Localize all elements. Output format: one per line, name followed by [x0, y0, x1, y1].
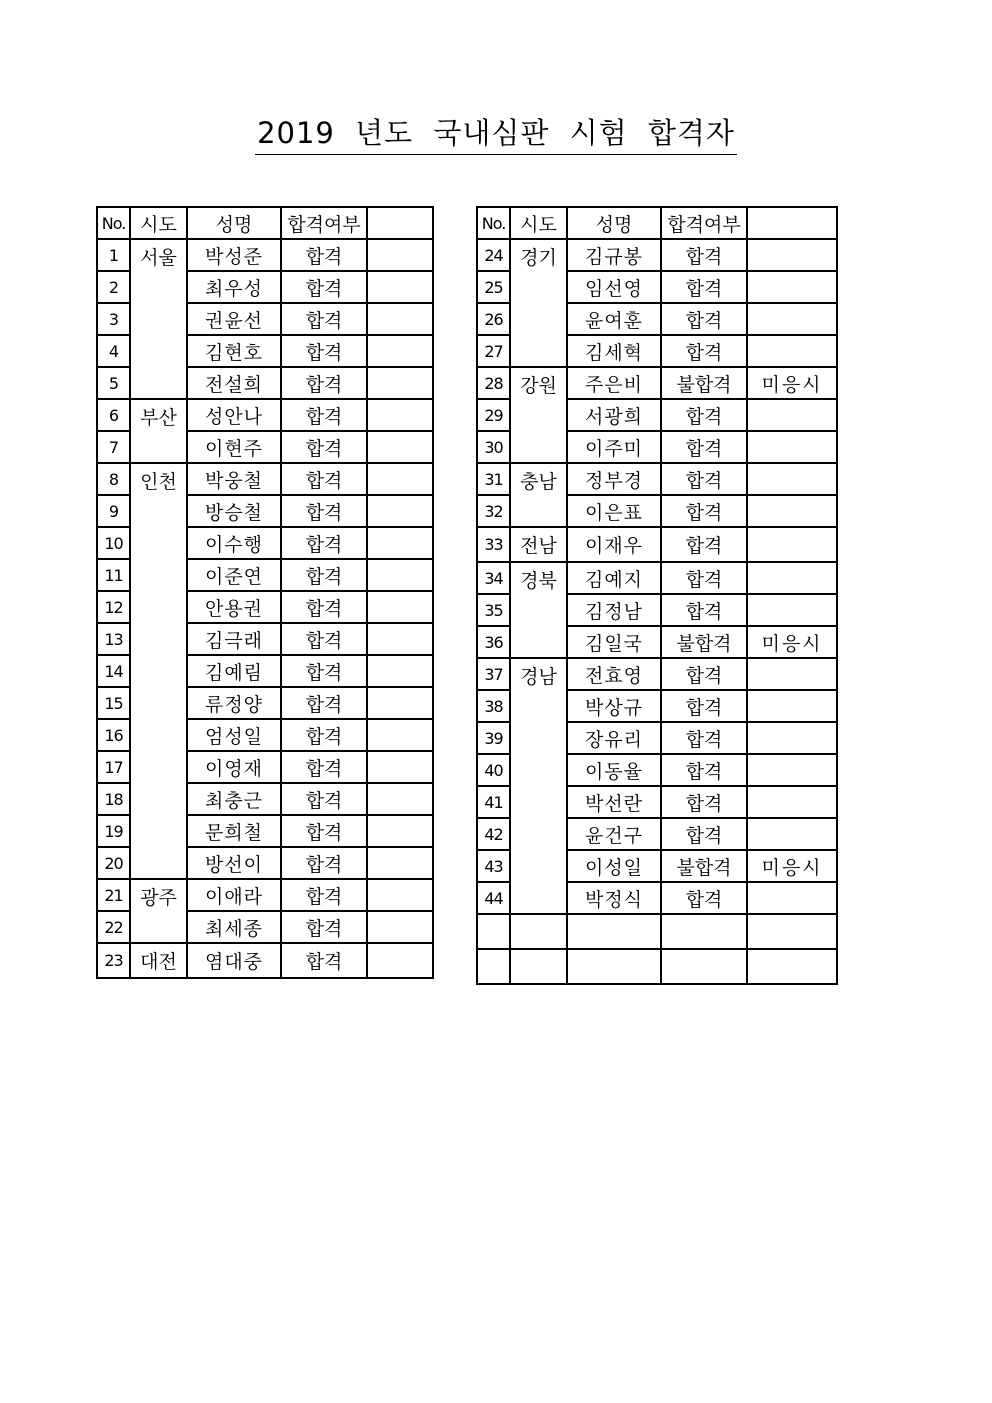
- row-note: [367, 623, 433, 655]
- row-result: 합격: [281, 719, 367, 751]
- row-result: 합격: [661, 690, 747, 722]
- row-name: [567, 949, 661, 984]
- row-result: 합격: [661, 754, 747, 786]
- row-no: 2: [97, 271, 130, 303]
- row-no: 19: [97, 815, 130, 847]
- row-result: 합격: [281, 943, 367, 978]
- row-no: [477, 949, 510, 984]
- row-result: [661, 949, 747, 984]
- row-region: 대전: [130, 943, 187, 978]
- row-name: 김정남: [567, 594, 661, 626]
- row-note: [367, 239, 433, 271]
- row-result: 합격: [281, 911, 367, 943]
- row-name: 방선이: [187, 847, 281, 879]
- row-region: 경북: [510, 562, 567, 658]
- row-note: [367, 591, 433, 623]
- row-result: 합격: [281, 815, 367, 847]
- row-result: 합격: [281, 527, 367, 559]
- row-result: 합격: [661, 658, 747, 690]
- table-header-row: [97, 207, 433, 239]
- row-no: 18: [97, 783, 130, 815]
- row-result: 합격: [661, 527, 747, 562]
- row-name: 김예지: [567, 562, 661, 594]
- row-no: 7: [97, 431, 130, 463]
- row-no: 13: [97, 623, 130, 655]
- row-no: 11: [97, 559, 130, 591]
- table-row: [477, 463, 837, 495]
- header-result: 합격여부: [281, 207, 367, 239]
- row-no: 28: [477, 367, 510, 399]
- row-note: [747, 914, 837, 949]
- row-result: 합격: [281, 303, 367, 335]
- row-note: [367, 719, 433, 751]
- row-no: 38: [477, 690, 510, 722]
- table-row: [477, 239, 837, 271]
- row-result: 합격: [661, 335, 747, 367]
- row-no: 39: [477, 722, 510, 754]
- row-note: [747, 527, 837, 562]
- row-name: 박선란: [567, 786, 661, 818]
- row-region: 강원: [510, 367, 567, 463]
- row-no: 44: [477, 882, 510, 914]
- row-no: 43: [477, 850, 510, 882]
- row-result: 합격: [661, 562, 747, 594]
- row-name: 이재우: [567, 527, 661, 562]
- results-table-left: [96, 206, 434, 979]
- row-result: 합격: [281, 623, 367, 655]
- row-name: 최우성: [187, 271, 281, 303]
- row-note: [367, 399, 433, 431]
- table-header-row: [477, 207, 837, 239]
- row-note: [367, 655, 433, 687]
- row-no: 26: [477, 303, 510, 335]
- row-name: 박상규: [567, 690, 661, 722]
- row-no: 27: [477, 335, 510, 367]
- row-note: [747, 882, 837, 914]
- row-no: [477, 914, 510, 949]
- row-note: [747, 271, 837, 303]
- row-result: 합격: [281, 399, 367, 431]
- row-result: 합격: [661, 594, 747, 626]
- row-no: 42: [477, 818, 510, 850]
- row-note: 미응시: [747, 850, 837, 882]
- row-note: [747, 690, 837, 722]
- row-no: 22: [97, 911, 130, 943]
- row-note: [367, 367, 433, 399]
- table-row: [97, 239, 433, 271]
- row-no: 20: [97, 847, 130, 879]
- row-region: 광주: [130, 879, 187, 943]
- row-name: 권윤선: [187, 303, 281, 335]
- row-no: 5: [97, 367, 130, 399]
- row-name: 이동율: [567, 754, 661, 786]
- row-note: [367, 783, 433, 815]
- row-result: 합격: [661, 463, 747, 495]
- row-result: 합격: [661, 722, 747, 754]
- header-region: 시도: [510, 207, 567, 239]
- row-region: 경기: [510, 239, 567, 367]
- table-row: [477, 367, 837, 399]
- row-note: [747, 722, 837, 754]
- header-note: [367, 207, 433, 239]
- row-result: 합격: [281, 559, 367, 591]
- row-result: [661, 914, 747, 949]
- row-result: 합격: [281, 271, 367, 303]
- row-note: [367, 943, 433, 978]
- row-name: 박정식: [567, 882, 661, 914]
- row-region: [510, 949, 567, 984]
- row-no: 16: [97, 719, 130, 751]
- row-result: 합격: [281, 783, 367, 815]
- row-name: 이준연: [187, 559, 281, 591]
- row-note: [367, 495, 433, 527]
- row-name: 윤여훈: [567, 303, 661, 335]
- row-name: 김규봉: [567, 239, 661, 271]
- row-note: [747, 239, 837, 271]
- row-name: 김극래: [187, 623, 281, 655]
- row-name: 장유리: [567, 722, 661, 754]
- row-result: 합격: [281, 687, 367, 719]
- row-note: [367, 879, 433, 911]
- table-row: [477, 949, 837, 984]
- row-no: 41: [477, 786, 510, 818]
- row-note: [747, 335, 837, 367]
- row-name: 이수행: [187, 527, 281, 559]
- row-result: 합격: [661, 303, 747, 335]
- row-no: 30: [477, 431, 510, 463]
- row-name: 박성준: [187, 239, 281, 271]
- row-name: 문희철: [187, 815, 281, 847]
- row-no: 36: [477, 626, 510, 658]
- row-name: 김세혁: [567, 335, 661, 367]
- row-name: 김예림: [187, 655, 281, 687]
- row-name: 김일국: [567, 626, 661, 658]
- row-result: 합격: [281, 431, 367, 463]
- row-result: 불합격: [661, 367, 747, 399]
- row-no: 4: [97, 335, 130, 367]
- row-result: 합격: [281, 655, 367, 687]
- row-result: 합격: [281, 591, 367, 623]
- row-name: 임선영: [567, 271, 661, 303]
- row-note: [367, 847, 433, 879]
- row-no: 21: [97, 879, 130, 911]
- row-result: 합격: [281, 367, 367, 399]
- table-row: [97, 463, 433, 495]
- row-no: 29: [477, 399, 510, 431]
- row-region: 전남: [510, 527, 567, 562]
- row-no: 33: [477, 527, 510, 562]
- row-name: 염대중: [187, 943, 281, 978]
- row-no: 25: [477, 271, 510, 303]
- row-note: [747, 495, 837, 527]
- row-name: 성안나: [187, 399, 281, 431]
- row-result: 합격: [281, 463, 367, 495]
- row-note: [367, 751, 433, 783]
- row-result: 합격: [281, 751, 367, 783]
- row-name: 엄성일: [187, 719, 281, 751]
- row-note: [367, 335, 433, 367]
- row-name: 안용권: [187, 591, 281, 623]
- table-row: [477, 527, 837, 562]
- row-name: 이주미: [567, 431, 661, 463]
- row-name: 주은비: [567, 367, 661, 399]
- row-no: 37: [477, 658, 510, 690]
- row-result: 합격: [661, 882, 747, 914]
- row-name: 전효영: [567, 658, 661, 690]
- row-result: 합격: [281, 879, 367, 911]
- header-name: 성명: [567, 207, 661, 239]
- row-note: [367, 271, 433, 303]
- row-note: [747, 463, 837, 495]
- row-no: 31: [477, 463, 510, 495]
- row-name: 방승철: [187, 495, 281, 527]
- row-no: 10: [97, 527, 130, 559]
- table-row: [477, 562, 837, 594]
- row-result: 합격: [281, 495, 367, 527]
- row-note: [747, 431, 837, 463]
- table-row: [97, 943, 433, 978]
- page-title-wrap: [0, 114, 992, 155]
- header-no: No.: [97, 207, 130, 239]
- row-name: 류정양: [187, 687, 281, 719]
- row-no: 40: [477, 754, 510, 786]
- row-result: 불합격: [661, 626, 747, 658]
- row-no: 34: [477, 562, 510, 594]
- row-note: [747, 562, 837, 594]
- row-note: [367, 911, 433, 943]
- row-note: [367, 687, 433, 719]
- row-name: 이성일: [567, 850, 661, 882]
- row-note: [747, 786, 837, 818]
- row-note: [747, 303, 837, 335]
- row-no: 15: [97, 687, 130, 719]
- row-no: 12: [97, 591, 130, 623]
- row-result: 합격: [661, 495, 747, 527]
- row-name: 윤건구: [567, 818, 661, 850]
- table-row: [97, 879, 433, 911]
- row-no: 6: [97, 399, 130, 431]
- row-note: [367, 463, 433, 495]
- row-result: 합격: [661, 431, 747, 463]
- row-result: 불합격: [661, 850, 747, 882]
- row-note: [747, 754, 837, 786]
- row-no: 24: [477, 239, 510, 271]
- row-result: 합격: [281, 847, 367, 879]
- row-note: [747, 399, 837, 431]
- row-no: 9: [97, 495, 130, 527]
- row-note: [367, 815, 433, 847]
- row-result: 합격: [661, 271, 747, 303]
- row-no: 14: [97, 655, 130, 687]
- table-row: [477, 914, 837, 949]
- row-name: 서광희: [567, 399, 661, 431]
- row-result: 합격: [281, 239, 367, 271]
- results-table-right: [476, 206, 838, 985]
- row-name: 김현호: [187, 335, 281, 367]
- table-row: [97, 399, 433, 431]
- row-result: 합격: [661, 399, 747, 431]
- row-result: 합격: [661, 239, 747, 271]
- row-no: 8: [97, 463, 130, 495]
- row-result: 합격: [281, 335, 367, 367]
- table-row: [477, 658, 837, 690]
- row-name: 전설희: [187, 367, 281, 399]
- page-title: 2019 년도 국내심판 시험 합격자: [255, 114, 737, 155]
- row-note: [367, 431, 433, 463]
- row-region: [510, 914, 567, 949]
- row-note: [367, 559, 433, 591]
- row-no: 17: [97, 751, 130, 783]
- row-no: 3: [97, 303, 130, 335]
- row-note: [747, 658, 837, 690]
- row-note: 미응시: [747, 367, 837, 399]
- header-result: 합격여부: [661, 207, 747, 239]
- row-note: [367, 527, 433, 559]
- row-name: 이영재: [187, 751, 281, 783]
- row-name: 최세종: [187, 911, 281, 943]
- row-region: 충남: [510, 463, 567, 527]
- row-region: 경남: [510, 658, 567, 914]
- row-name: 이은표: [567, 495, 661, 527]
- header-region: 시도: [130, 207, 187, 239]
- header-name: 성명: [187, 207, 281, 239]
- row-name: [567, 914, 661, 949]
- row-result: 합격: [661, 786, 747, 818]
- row-note: [747, 594, 837, 626]
- header-no: No.: [477, 207, 510, 239]
- row-name: 최충근: [187, 783, 281, 815]
- row-no: 23: [97, 943, 130, 978]
- row-region: 인천: [130, 463, 187, 879]
- row-name: 이현주: [187, 431, 281, 463]
- row-note: 미응시: [747, 626, 837, 658]
- row-note: [367, 303, 433, 335]
- row-no: 32: [477, 495, 510, 527]
- row-region: 서울: [130, 239, 187, 399]
- row-name: 박웅철: [187, 463, 281, 495]
- row-region: 부산: [130, 399, 187, 463]
- row-no: 1: [97, 239, 130, 271]
- header-note: [747, 207, 837, 239]
- row-name: 이애라: [187, 879, 281, 911]
- row-note: [747, 949, 837, 984]
- row-note: [747, 818, 837, 850]
- row-no: 35: [477, 594, 510, 626]
- row-result: 합격: [661, 818, 747, 850]
- row-name: 정부경: [567, 463, 661, 495]
